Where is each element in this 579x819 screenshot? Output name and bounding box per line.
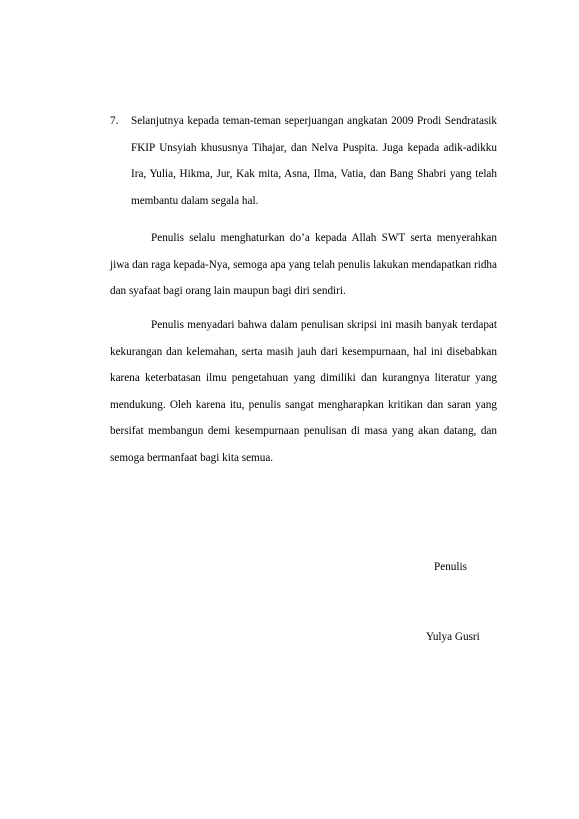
list-item-text: Selanjutnya kepada teman-teman seperjuangan angkatan 2009 Prodi Sendratasik FKIP Unsyiah khususnya Tihajar, dan Nelva Puspita. Juga kepada adik-adikku Ira, Yulia, Hikma, Jur, Kak mita, Asna, Ilma, Vatia, dan Bang Shabri yang telah membantu dalam segala hal.	[131, 115, 497, 207]
paragraph-prayer: Penulis selalu menghaturkan do’a kepada Allah SWT serta menyerahkan jiwa dan raga kepada-Nya, semoga apa yang telah penulis lakukan mendapatkan ridha dan syafaat bagi orang lain maupun bagi diri sendiri.	[110, 232, 497, 297]
signature-role: Penulis	[434, 561, 467, 573]
paragraph-shortcomings: Penulis menyadari bahwa dalam penulisan skripsi ini masih banyak terdapat kekurangan dan kelemahan, serta masih jauh dari kesempurnaan, hal ini disebabkan karena keterbatasan ilmu pengetahuan yang dimiliki dan kurangnya literatur yang mendukung. Oleh karena itu, penulis sangat mengharapkan kritikan dan saran yang bersifat membangun demi kesempurnaan penulisan di masa yang akan datang, dan semoga bermanfaat bagi kita semua.	[110, 319, 497, 464]
list-marker: 7.	[110, 115, 119, 127]
acknowledgement-list-item-7	[110, 108, 497, 214]
signature-name: Yulya Gusri	[426, 631, 480, 643]
